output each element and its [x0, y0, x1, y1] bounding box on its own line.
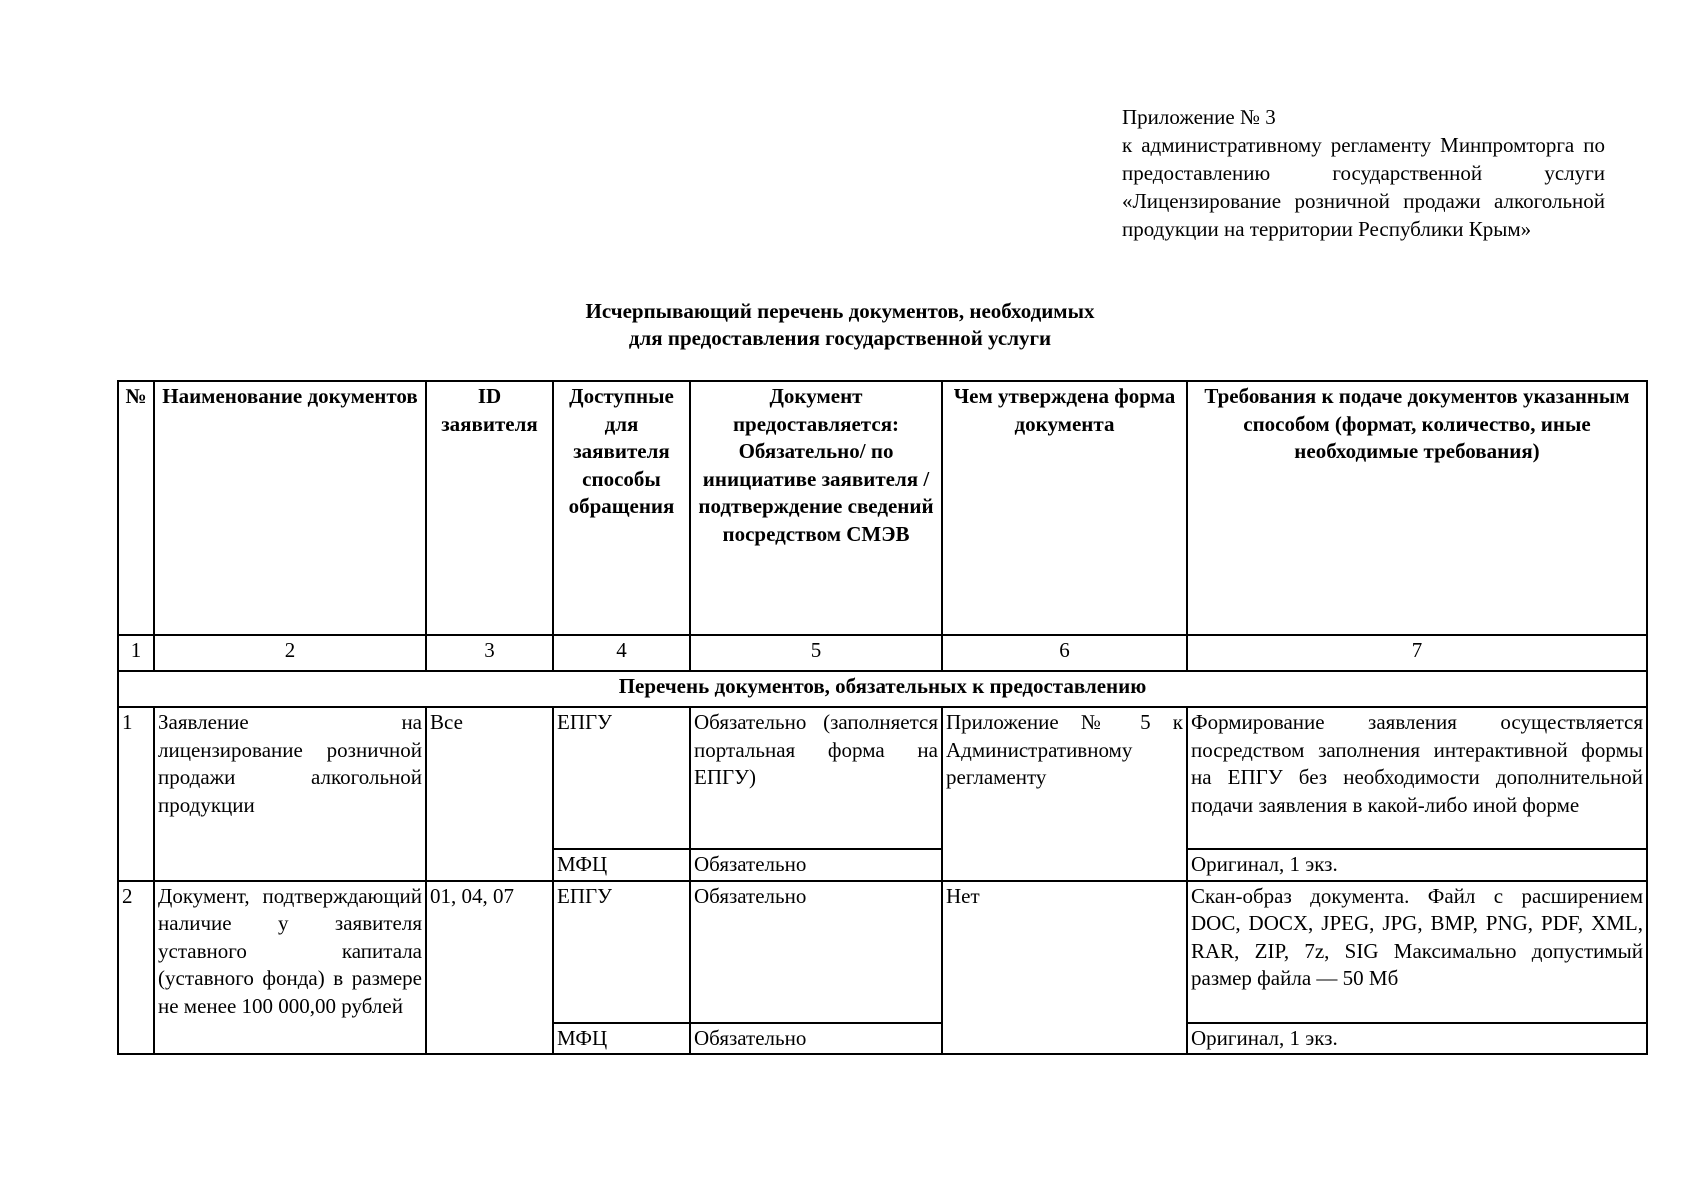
header-channels: Доступные для заявителя способы обращения	[553, 381, 690, 635]
header-number: №	[118, 381, 154, 635]
header-applicant-id: ID заявителя	[426, 381, 553, 635]
header-provision: Документ предоставляется: Обязательно/ по инициативе заявителя /подтверждение сведений посредством СМЭВ	[690, 381, 942, 635]
requirements: Оригинал, 1 экз.	[1187, 1023, 1647, 1055]
section-row	[118, 671, 1647, 707]
column-number: 4	[553, 635, 690, 671]
column-number: 6	[942, 635, 1187, 671]
header-requirements: Требования к подаче документов указанным способом (формат, количество, иные необходимые требования)	[1187, 381, 1647, 635]
table-row	[118, 881, 1647, 1023]
header-document-name: Наименование документов	[154, 381, 426, 635]
channel: ЕПГУ	[553, 707, 690, 849]
column-number: 1	[118, 635, 154, 671]
table-row	[118, 707, 1647, 849]
document-title-line-1: Исчерпывающий перечень документов, необходимых	[585, 299, 1095, 323]
table-header-row	[118, 381, 1647, 635]
column-number: 7	[1187, 635, 1647, 671]
form-basis: Нет	[942, 881, 1187, 1055]
requirements: Оригинал, 1 экз.	[1187, 849, 1647, 881]
channel: МФЦ	[553, 1023, 690, 1055]
annex-block	[1122, 103, 1605, 243]
annex-number: Приложение № 3	[1122, 105, 1276, 129]
row-number: 2	[118, 881, 154, 1055]
requirements: Формирование заявления осуществляется посредством заполнения интерактивной формы на ЕПГУ без необходимости дополнительной подачи заявления в какой-либо иной форме	[1187, 707, 1647, 849]
document-name: Заявление на лицензирование розничной продажи алкогольной продукции	[154, 707, 426, 881]
column-number: 5	[690, 635, 942, 671]
provision: Обязательно	[690, 849, 942, 881]
applicant-id: Все	[426, 707, 553, 881]
applicant-id: 01, 04, 07	[426, 881, 553, 1055]
provision: Обязательно	[690, 881, 942, 1023]
header-form-basis: Чем утверждена форма документа	[942, 381, 1187, 635]
channel: ЕПГУ	[553, 881, 690, 1023]
row-number: 1	[118, 707, 154, 881]
document-title-line-2: для предоставления государственной услуги	[628, 326, 1052, 350]
column-number-row	[118, 635, 1647, 671]
provision: Обязательно (заполняется портальная форма на ЕПГУ)	[690, 707, 942, 849]
form-basis: Приложение № 5 к Административному регламенту	[942, 707, 1187, 881]
document-name: Документ, подтверждающий наличие у заявителя уставного капитала (уставного фонда) в размере не менее 100 000,00 рублей	[154, 881, 426, 1055]
channel: МФЦ	[553, 849, 690, 881]
document-title	[420, 298, 1260, 352]
section-title: Перечень документов, обязательных к предоставлению	[118, 671, 1647, 707]
column-number: 2	[154, 635, 426, 671]
annex-reference: к административному регламенту Минпромторга по предоставлению государственной услуги «Лицензирование розничной продажи алкогольной продукции на территории Республики Крым»	[1122, 133, 1605, 241]
column-number: 3	[426, 635, 553, 671]
documents-table	[117, 380, 1648, 1055]
provision: Обязательно	[690, 1023, 942, 1055]
requirements: Скан-образ документа. Файл с расширением DOC, DOCX, JPEG, JPG, BMP, PNG, PDF, XML, RAR, ZIP, 7z, SIG Максимально допустимый размер файла — 50 Мб	[1187, 881, 1647, 1023]
